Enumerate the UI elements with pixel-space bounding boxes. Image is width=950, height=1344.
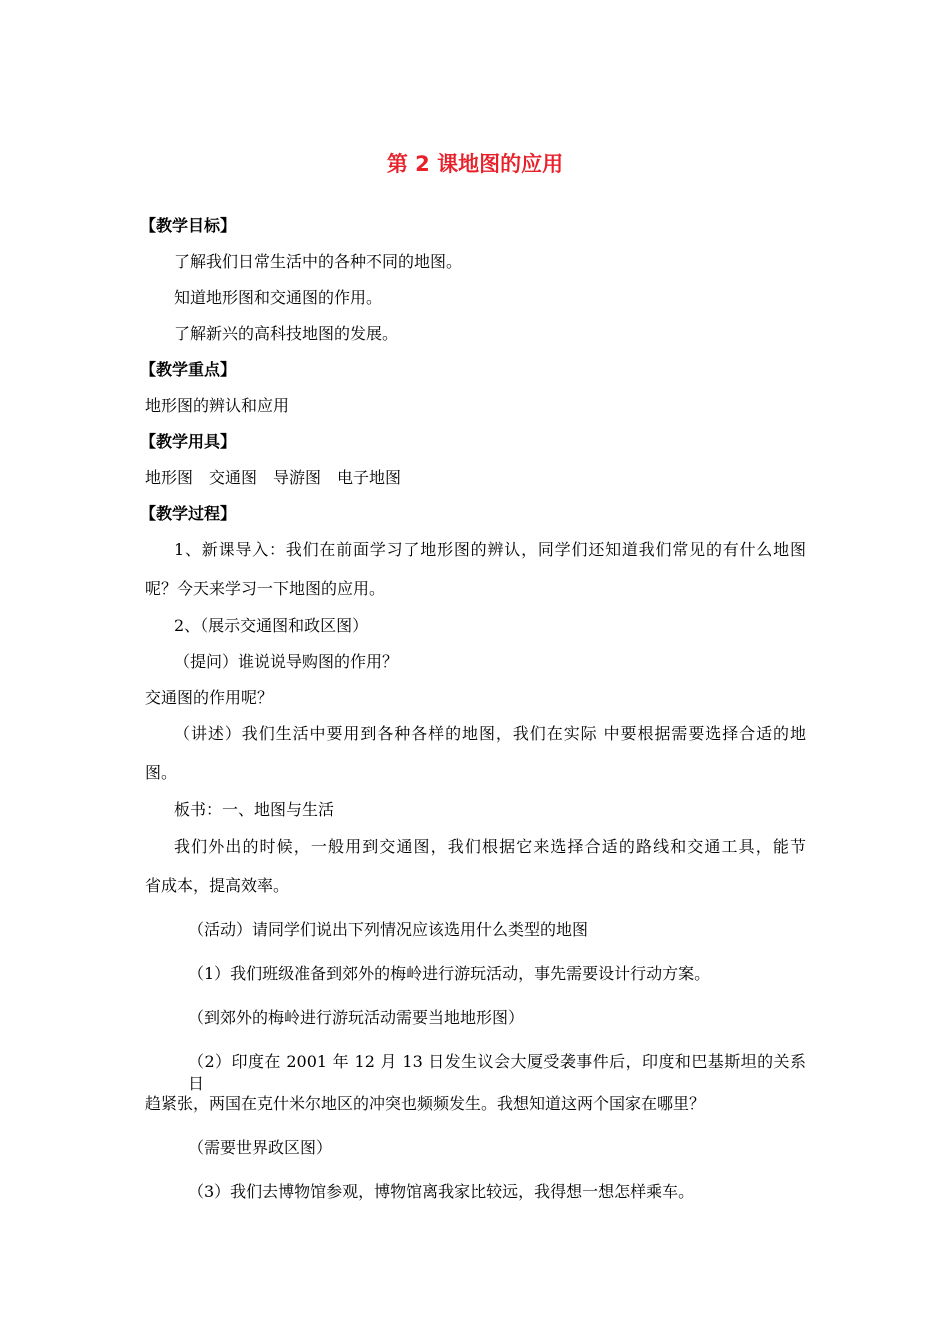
process-paragraph-6: 板书：一、地图与生活 [174, 800, 335, 819]
tools-heading: 【教学用具】 [140, 432, 237, 451]
objective-item-2: 知道地形图和交通图的作用。 [174, 288, 383, 307]
page-title: 第 2 课地图的应用 [386, 152, 564, 176]
process-paragraph-5-line-2: 图。 [145, 763, 178, 782]
process-paragraph-11-line-2: 趋紧张，两国在克什米尔地区的冲突也频频发生。我想知道这两个国家在哪里？ [145, 1094, 706, 1113]
process-paragraph-11-line-1: （2）印度在 2001 年 12 月 13 日发生议会大厦受袭事件后，印度和巴基斯坦的关系日 [188, 1052, 806, 1093]
process-paragraph-1-line-1: 1、新课导入：我们在前面学习了地形图的辨认，同学们还知道我们常见的有什么地图 [174, 540, 806, 559]
process-paragraph-12: （需要世界政区图） [188, 1138, 333, 1157]
process-paragraph-9: （1）我们班级准备到郊外的梅岭进行游玩活动，事先需要设计行动方案。 [188, 964, 711, 983]
process-paragraph-2: 2、（展示交通图和政区图） [174, 616, 369, 635]
process-paragraph-1-line-2: 呢？今天来学习一下地图的应用。 [145, 579, 386, 598]
process-heading: 【教学过程】 [140, 504, 237, 523]
process-paragraph-8: （活动）请同学们说出下列情况应该选用什么类型的地图 [188, 920, 589, 939]
key-points-heading: 【教学重点】 [140, 360, 237, 379]
objective-item-3: 了解新兴的高科技地图的发展。 [174, 324, 399, 343]
process-paragraph-13: （3）我们去博物馆参观，博物馆离我家比较远，我得想一想怎样乘车。 [188, 1182, 695, 1201]
process-paragraph-5-line-1: （讲述）我们生活中要用到各种各样的地图，我们在实际 中要根据需要选择合适的地 [174, 724, 806, 743]
process-paragraph-4: 交通图的作用呢？ [145, 688, 274, 707]
tools-text: 地形图 交通图 导游图 电子地图 [145, 468, 402, 487]
objective-item-1: 了解我们日常生活中的各种不同的地图。 [174, 252, 463, 271]
process-paragraph-10: （到郊外的梅岭进行游玩活动需要当地地形图） [188, 1008, 525, 1027]
key-points-text: 地形图的辨认和应用 [145, 396, 290, 415]
process-paragraph-3: （提问）谁说说导购图的作用？ [174, 652, 399, 671]
process-paragraph-7-line-1: 我们外出的时候，一般用到交通图，我们根据它来选择合适的路线和交通工具，能节 [174, 837, 806, 856]
objectives-heading: 【教学目标】 [140, 216, 237, 235]
process-paragraph-7-line-2: 省成本，提高效率。 [145, 876, 290, 895]
